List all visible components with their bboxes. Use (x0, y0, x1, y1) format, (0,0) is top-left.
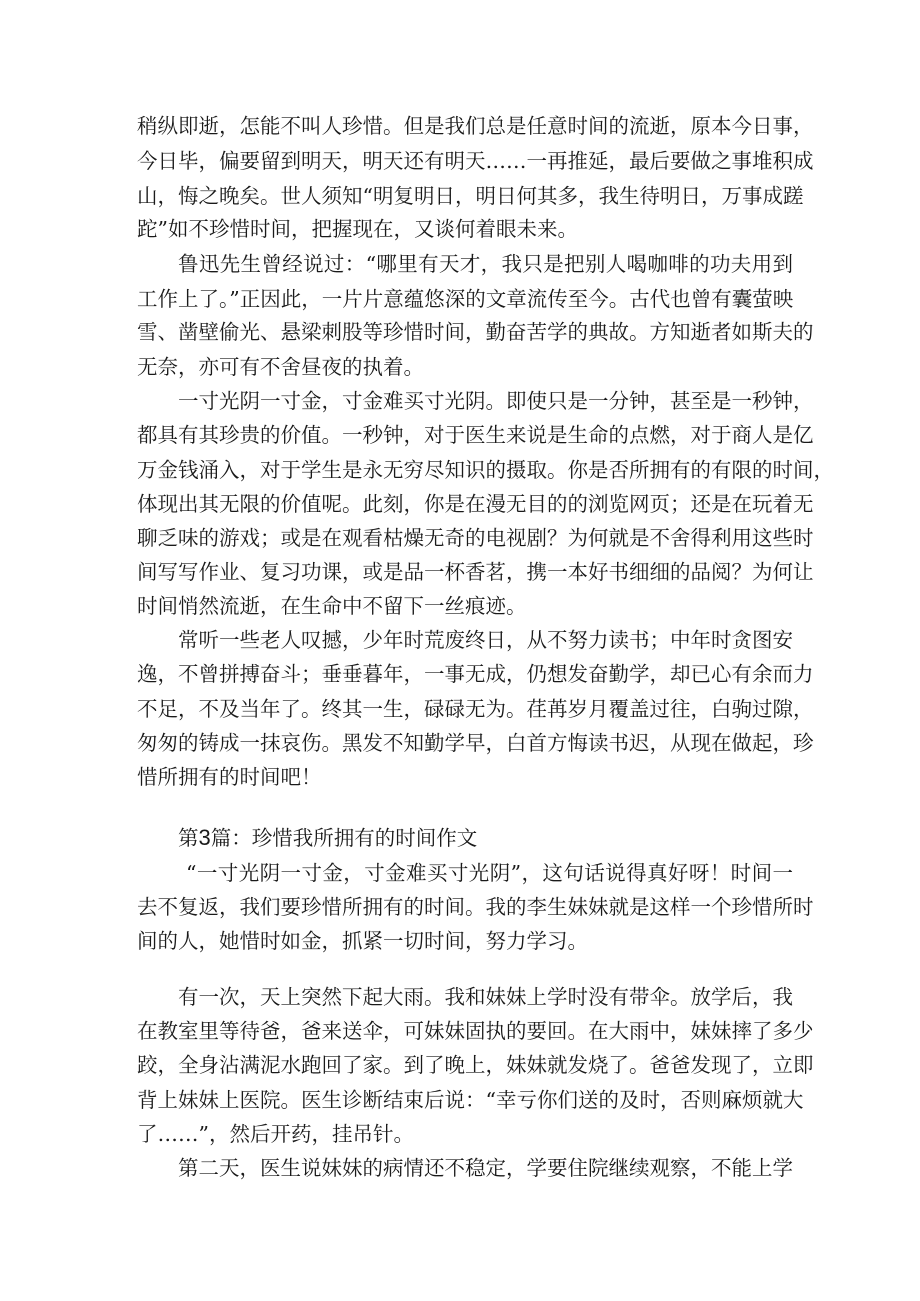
text-line: 去不复返，我们要珍惜所拥有的时间。我的李生妹妹就是这样一个珍惜所时 (137, 895, 814, 919)
heading-prefix: 第 (178, 826, 199, 850)
text-line: 不足，不及当年了。终其一生，碌碌无为。荏苒岁月覆盖过往，白驹过隙， (137, 697, 814, 721)
text-line: 在教室里等待爸，爸来送伞，可妹妹固执的要回。在大雨中，妹妹摔了多少 (137, 1019, 814, 1043)
text-line: 背上妹妹上医院。医生诊断结束后说：“幸亏你们送的及时，否则麻烦就大 (137, 1088, 804, 1112)
text-line: 逸，不曾拼搏奋斗；垂垂暮年，一事无成，仍想发奋勤学，却已心有余而力 (137, 662, 814, 686)
text-line: 聊乏味的游戏；或是在观看枯燥无奇的电视剧？为何就是不舍得利用这些时 (137, 526, 814, 550)
text-line: 体现出其无限的价值呢。此刻，你是在漫无目的的浏览网页；还是在玩着无 (137, 492, 814, 516)
text-line: 跤，全身沾满泥水跑回了家。到了晚上，妹妹就发烧了。爸爸发现了，立即 (137, 1053, 814, 1077)
heading-number: 3 (198, 825, 211, 850)
text-line: 时间悄然流逝，在生命中不留下一丝痕迹。 (137, 594, 527, 618)
text-line: 间写写作业、复习功课，或是品一杯香茗，携一本好书细细的品阅？为何让 (137, 560, 814, 584)
text-line: 万金钱涌入，对于学生是永无穷尽知识的摄取。你是否所拥有的有限的时间， (137, 458, 834, 482)
text-line: 一寸光阴一寸金，寸金难买寸光阴。即使只是一分钟，甚至是一秒钟， (178, 389, 814, 413)
text-line: 雪、凿壁偷光、悬梁刺股等珍惜时间，勤奋苦学的典故。方知逝者如斯夫的 (137, 320, 814, 344)
text-line: 鲁迅先生曾经说过：“哪里有天才，我只是把别人喝咖啡的功夫用到 (178, 252, 793, 276)
text-line: 有一次，天上突然下起大雨。我和妹妹上学时没有带伞。放学后，我 (178, 985, 793, 1009)
text-line: 了……”，然后开药，挂吊针。 (137, 1122, 414, 1146)
text-line: 无奈，亦可有不舍昼夜的执着。 (137, 355, 424, 379)
text-line: 惜所拥有的时间吧！ (137, 765, 322, 789)
text-line: “一寸光阴一寸金，寸金难买寸光阴”，这句话说得真好呀！时间一 (186, 861, 793, 885)
text-line: 都具有其珍贵的价值。一秒钟，对于医生来说是生命的点燃，对于商人是亿 (137, 423, 814, 447)
text-line: 间的人，她惜时如金，抓紧一切时间，努力学习。 (137, 929, 588, 953)
text-line: 常听一些老人叹撼，少年时荒废终日，从不努力读书；中年时贪图安 (178, 628, 793, 652)
text-line: 稍纵即逝，怎能不叫人珍惜。但是我们总是任意时间的流逝，原本今日事， (137, 114, 814, 138)
section-heading (178, 824, 477, 852)
text-line: 匆匆的铸成一抹哀伤。黑发不知勤学早，白首方悔读书迟，从现在做起，珍 (137, 731, 814, 755)
text-line: 山，悔之晚矣。世人须知“明复明日，明日何其多，我生待明日，万事成蹉 (137, 184, 804, 208)
text-line: 今日毕，偏要留到明天，明天还有明天……一再推延，最后要做之事堆积成 (137, 149, 814, 173)
text-line: 第二天，医生说妹妹的病情还不稳定，学要住院继续观察，不能上学 (178, 1156, 793, 1180)
text-line: 工作上了。”正因此，一片片意蕴悠深的文章流传至今。古代也曾有囊萤映 (137, 287, 794, 311)
heading-title: 篇：珍惜我所拥有的时间作文 (210, 826, 478, 850)
text-line: 跎”如不珍惜时间，把握现在，又谈何着眼未来。 (137, 217, 578, 241)
